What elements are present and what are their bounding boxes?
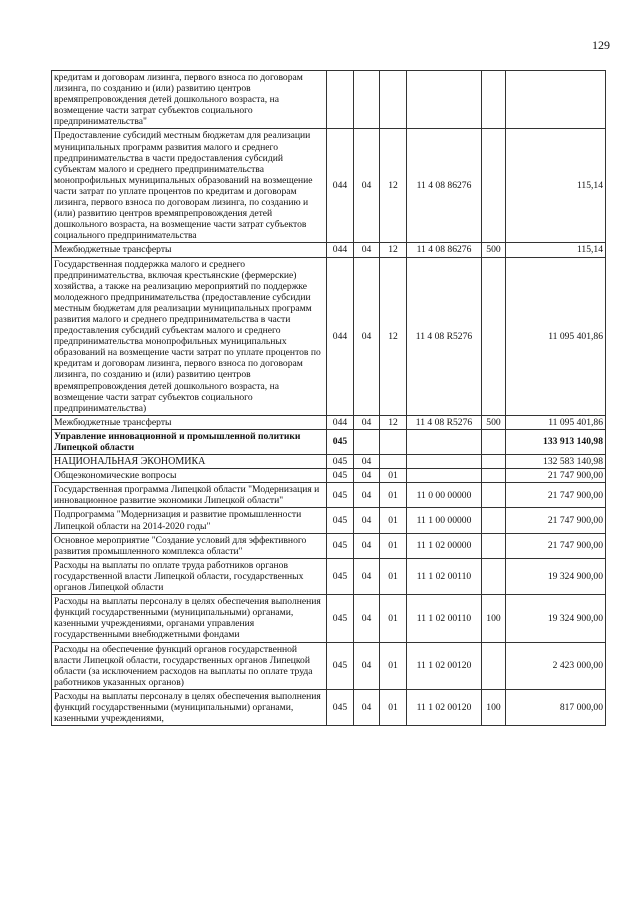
table-row <box>52 243 606 257</box>
cell-description: кредитам и договорам лизинга, первого взноса по договорам лизинга, по созданию и (или) развитию центров времяпрепровождения детей дошкольного возраста, на возмещение части затрат субъектов социального предпринимательства" <box>52 71 327 129</box>
table-row <box>52 508 606 533</box>
table-row <box>52 533 606 558</box>
cell-amount: 11 095 401,86 <box>506 257 606 415</box>
table-row <box>52 71 606 129</box>
cell-description: Государственная поддержка малого и среднего предпринимательства, включая крестьянские (фермерские) хозяйства, а также на реализацию мероприятий по поддержке молодежного предпринимательства (предоставление субсидии местным бюджетам для реализации муниципальных программ развития малого и среднего предпринимательства в части предоставления субсидий субъектам малого и среднего предпринимательства монопрофильных муниципальных образований на возмещение части затрат по уплате процентов по кредитам и договорам лизинга, первого взноса по договорам лизинга, по созданию и (или) развитию центров времяпрепровождения детей дошкольного возраста, на возмещение части затрат субъектов социального предпринимательства) <box>52 257 327 415</box>
cell-description: Межбюджетные трансферты <box>52 243 327 257</box>
cell-expense-type <box>482 257 506 415</box>
cell-expense-type <box>482 508 506 533</box>
cell-amount <box>506 71 606 129</box>
cell-section-code: 04 <box>354 483 380 508</box>
cell-target-article: 11 1 00 00000 <box>407 508 482 533</box>
cell-amount: 21 747 900,00 <box>506 533 606 558</box>
cell-expense-type: 100 <box>482 689 506 725</box>
cell-target-article: 11 1 02 00000 <box>407 533 482 558</box>
cell-department-code: 045 <box>327 455 354 469</box>
cell-target-article <box>407 71 482 129</box>
cell-section-code: 04 <box>354 469 380 483</box>
cell-amount: 817 000,00 <box>506 689 606 725</box>
cell-amount: 21 747 900,00 <box>506 508 606 533</box>
cell-section-code: 04 <box>354 415 380 429</box>
cell-subsection-code <box>380 429 407 454</box>
cell-department-code: 045 <box>327 533 354 558</box>
cell-description: Расходы на выплаты персоналу в целях обеспечения выполнения функций государственными (муниципальными) органами, казенными учреждениями, <box>52 689 327 725</box>
cell-section-code: 04 <box>354 129 380 243</box>
cell-expense-type <box>482 455 506 469</box>
table-row <box>52 429 606 454</box>
table-row <box>52 257 606 415</box>
cell-target-article: 11 1 02 00110 <box>407 558 482 594</box>
cell-subsection-code: 12 <box>380 129 407 243</box>
cell-subsection-code <box>380 71 407 129</box>
cell-target-article: 11 1 02 00110 <box>407 595 482 642</box>
cell-subsection-code: 01 <box>380 558 407 594</box>
cell-target-article <box>407 455 482 469</box>
cell-target-article: 11 4 08 86276 <box>407 129 482 243</box>
cell-description: Расходы на выплаты персоналу в целях обеспечения выполнения функций государственными (муниципальными) органами, казенными учреждениями, органами управления государственными внебюджетными фондами <box>52 595 327 642</box>
cell-amount: 19 324 900,00 <box>506 595 606 642</box>
cell-section-code: 04 <box>354 689 380 725</box>
cell-amount: 19 324 900,00 <box>506 558 606 594</box>
cell-amount: 11 095 401,86 <box>506 415 606 429</box>
cell-expense-type <box>482 129 506 243</box>
cell-expense-type <box>482 71 506 129</box>
cell-section-code: 04 <box>354 508 380 533</box>
cell-department-code: 044 <box>327 257 354 415</box>
cell-department-code: 045 <box>327 558 354 594</box>
page-number: 129 <box>592 38 610 52</box>
cell-department-code: 044 <box>327 129 354 243</box>
cell-expense-type <box>482 642 506 689</box>
cell-subsection-code: 01 <box>380 469 407 483</box>
cell-subsection-code <box>380 455 407 469</box>
cell-subsection-code: 01 <box>380 483 407 508</box>
cell-department-code: 045 <box>327 508 354 533</box>
cell-target-article <box>407 469 482 483</box>
table-row <box>52 558 606 594</box>
table-row <box>52 469 606 483</box>
cell-subsection-code: 01 <box>380 508 407 533</box>
cell-description: Расходы на обеспечение функций органов государственной власти Липецкой области, государственных органов Липецкой области (за исключением расходов на выплаты по оплате труда работников указанных органов) <box>52 642 327 689</box>
cell-expense-type <box>482 483 506 508</box>
cell-expense-type <box>482 533 506 558</box>
cell-section-code <box>354 71 380 129</box>
cell-target-article: 11 1 02 00120 <box>407 642 482 689</box>
cell-section-code: 04 <box>354 595 380 642</box>
cell-description: Межбюджетные трансферты <box>52 415 327 429</box>
cell-target-article <box>407 429 482 454</box>
cell-target-article: 11 4 08 R5276 <box>407 257 482 415</box>
cell-department-code: 044 <box>327 243 354 257</box>
cell-subsection-code: 12 <box>380 257 407 415</box>
cell-description: Государственная программа Липецкой области "Модернизация и инновационное развитие экономики Липецкой области" <box>52 483 327 508</box>
cell-description: Подпрограмма "Модернизация и развитие промышленности Липецкой области на 2014-2020 годы" <box>52 508 327 533</box>
cell-section-code: 04 <box>354 243 380 257</box>
cell-department-code: 045 <box>327 429 354 454</box>
cell-department-code: 045 <box>327 642 354 689</box>
cell-subsection-code: 01 <box>380 689 407 725</box>
cell-expense-type: 500 <box>482 415 506 429</box>
cell-amount: 133 913 140,98 <box>506 429 606 454</box>
cell-description: Общеэкономические вопросы <box>52 469 327 483</box>
table-row <box>52 415 606 429</box>
cell-subsection-code: 01 <box>380 642 407 689</box>
cell-amount: 115,14 <box>506 129 606 243</box>
table-row <box>52 595 606 642</box>
cell-description: НАЦИОНАЛЬНАЯ ЭКОНОМИКА <box>52 455 327 469</box>
cell-section-code: 04 <box>354 455 380 469</box>
cell-department-code: 044 <box>327 415 354 429</box>
cell-expense-type <box>482 469 506 483</box>
cell-section-code: 04 <box>354 558 380 594</box>
cell-description: Основное мероприятие "Создание условий для эффективного развития промышленного комплекса области" <box>52 533 327 558</box>
table-row <box>52 455 606 469</box>
table-row <box>52 642 606 689</box>
cell-section-code: 04 <box>354 642 380 689</box>
cell-description: Расходы на выплаты по оплате труда работников органов государственной власти Липецкой области, государственных органов Липецкой области <box>52 558 327 594</box>
cell-target-article: 11 4 08 86276 <box>407 243 482 257</box>
cell-target-article: 11 4 08 R5276 <box>407 415 482 429</box>
cell-description: Предоставление субсидий местным бюджетам для реализации муниципальных программ развития малого и среднего предпринимательства в части предоставления субсидий субъектам малого и среднего предпринимательства монопрофильных муниципальных образований на возмещение части затрат по уплате процентов по кредитам и договорам лизинга, первого взноса по договорам лизинга, по созданию и (или) развитию центров времяпрепровождения детей дошкольного возраста, на возмещение части затрат субъектов социального предпринимательства <box>52 129 327 243</box>
cell-section-code: 04 <box>354 257 380 415</box>
cell-department-code: 045 <box>327 483 354 508</box>
cell-expense-type <box>482 558 506 594</box>
cell-amount: 21 747 900,00 <box>506 483 606 508</box>
cell-target-article: 11 1 02 00120 <box>407 689 482 725</box>
table-row <box>52 483 606 508</box>
cell-expense-type: 500 <box>482 243 506 257</box>
cell-section-code: 04 <box>354 533 380 558</box>
table-row <box>52 689 606 725</box>
cell-description: Управление инновационной и промышленной политики Липецкой области <box>52 429 327 454</box>
cell-department-code: 045 <box>327 689 354 725</box>
cell-expense-type <box>482 429 506 454</box>
cell-target-article: 11 0 00 00000 <box>407 483 482 508</box>
cell-amount: 21 747 900,00 <box>506 469 606 483</box>
cell-department-code: 045 <box>327 595 354 642</box>
cell-subsection-code: 01 <box>380 595 407 642</box>
cell-amount: 2 423 000,00 <box>506 642 606 689</box>
cell-section-code <box>354 429 380 454</box>
cell-subsection-code: 12 <box>380 415 407 429</box>
cell-department-code <box>327 71 354 129</box>
cell-department-code: 045 <box>327 469 354 483</box>
budget-table <box>51 70 606 726</box>
cell-amount: 115,14 <box>506 243 606 257</box>
cell-amount: 132 583 140,98 <box>506 455 606 469</box>
cell-expense-type: 100 <box>482 595 506 642</box>
table-row <box>52 129 606 243</box>
cell-subsection-code: 12 <box>380 243 407 257</box>
cell-subsection-code: 01 <box>380 533 407 558</box>
